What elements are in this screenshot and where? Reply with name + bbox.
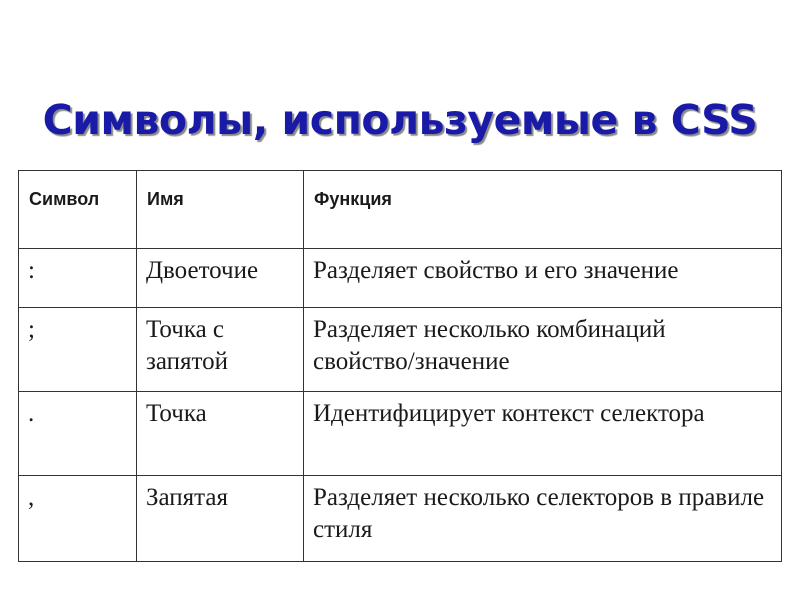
cell-function: Разделяет свойство и его значение [304,249,782,308]
table-row [19,392,782,476]
cell-symbol: . [19,392,137,476]
cell-name: Запятая [137,476,304,562]
cell-symbol: , [19,476,137,562]
cell-symbol: : [19,249,137,308]
table-row [19,476,782,562]
table-header-row [19,171,782,249]
cell-function: Разделяет несколько селекторов в правиле стиля [304,476,782,562]
table-row [19,249,782,308]
header-symbol: Символ [19,171,137,249]
table-row [19,308,782,392]
symbols-table [18,170,782,562]
cell-name: Двоеточие [137,249,304,308]
cell-name: Точка с запятой [137,308,304,392]
cell-name: Точка [137,392,304,476]
cell-function: Идентифицирует контекст селектора [304,392,782,476]
cell-symbol: ; [19,308,137,392]
header-function: Функция [304,171,782,249]
css-symbols-table [18,170,781,562]
header-name: Имя [137,171,304,249]
cell-function: Разделяет несколько комбинаций свойство/значение [304,308,782,392]
slide-title: Символы, используемые в CSS [42,96,758,144]
